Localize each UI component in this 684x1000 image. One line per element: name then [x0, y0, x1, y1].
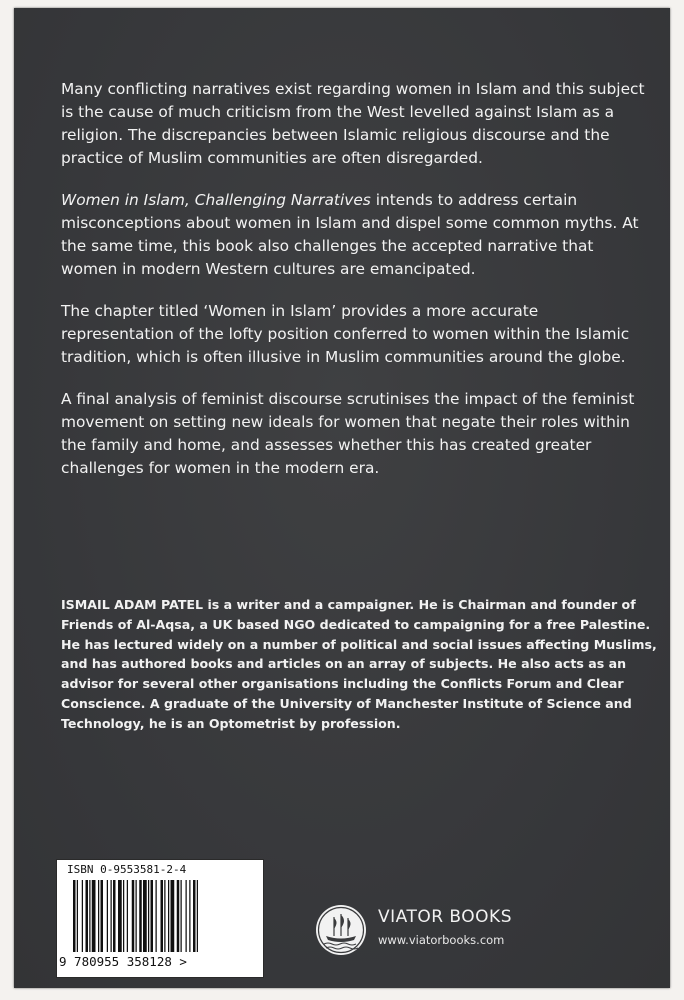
barcode-bar [171, 880, 175, 952]
barcode-bar [193, 880, 196, 952]
barcode-bar [181, 880, 182, 952]
isbn-label: ISBN 0-9553581-2-4 [67, 863, 187, 876]
barcode-bar [89, 880, 90, 952]
barcode-bar [101, 880, 104, 952]
barcode-bar [151, 880, 154, 952]
barcode-bar [186, 880, 187, 952]
barcode-bar [73, 880, 76, 952]
barcode-bar [98, 880, 99, 952]
barcode-bar [86, 880, 89, 952]
barcode-bar [161, 880, 164, 952]
isbn-barcode [56, 859, 264, 978]
blurb-paragraph-1: Many conflicting narratives exist regarding women in Islam and this subject is the cause of much criticism from the West levelled against Islam as a religion. The discrepancies between Islamic religious discourse and the practice of Muslim communities are often disregarded. [61, 80, 645, 167]
barcode-bar [127, 880, 128, 952]
barcode-bar [107, 880, 108, 952]
barcode-bar [92, 880, 96, 952]
barcode-bar [164, 880, 165, 952]
ship-emblem-icon [314, 903, 368, 957]
barcode-bar [136, 880, 137, 952]
author-bio: ISMAIL ADAM PATEL is a writer and a campaigner. He is Chairman and founder of Friends of Al-Aqsa, a UK based NGO dedicated to campaigning for a free Palestine. He has lectured widely on a number of political and social issues affecting Muslims, and has authored books and articles on an array of subjects. He also acts as an advisor for several other organisations including the Conflicts Forum and Clear Conscience. A graduate of the University of Manchester Institute of Science and Technology, he is an Optometrist by profession. [61, 597, 657, 731]
barcode-bar [143, 880, 147, 952]
blurb-paragraph-2-text: intends to address certain misconceptions about women in Islam and dispel some common myths. At the same time, this book also challenges the accepted narrative that women in modern Western cultures are emancipated. [61, 191, 639, 278]
publisher-name: VIATOR BOOKS [378, 907, 512, 927]
barcode-bar [113, 880, 116, 952]
barcode-bar [82, 880, 83, 952]
publisher-url: www.viatorbooks.com [378, 933, 505, 947]
barcode-bar [148, 880, 149, 952]
barcode-bar [77, 880, 78, 952]
barcode-bar [197, 880, 198, 952]
barcode-bar [156, 880, 157, 952]
blurb-paragraph-4: A final analysis of feminist discourse scrutinises the impact of the feminist movement on setting new ideals for women that negate their roles within the family and home, and assesses whether this has created greater challenges for women in the modern era. [61, 390, 635, 477]
book-blurb [61, 78, 653, 499]
barcode-bar [111, 880, 112, 952]
barcode-bar [177, 880, 180, 952]
barcode-bar [139, 880, 142, 952]
barcode-bar [118, 880, 122, 952]
book-back-cover [14, 8, 670, 988]
blurb-paragraph-2 [61, 189, 653, 281]
book-title-italic: Women in Islam, Challenging Narratives [61, 191, 371, 209]
barcode-bar [189, 880, 190, 952]
barcode-bar [123, 880, 124, 952]
ean-digits: 9 780955 358128 > [59, 954, 187, 969]
barcode-bar [168, 880, 169, 952]
barcode-bars [71, 880, 249, 952]
blurb-paragraph-3: The chapter titled ‘Women in Islam’ provides a more accurate representation of the lofty position conferred to women within the Islamic tradition, which is often illusive in Muslim communities around the globe. [61, 302, 630, 366]
barcode-bar [132, 880, 135, 952]
